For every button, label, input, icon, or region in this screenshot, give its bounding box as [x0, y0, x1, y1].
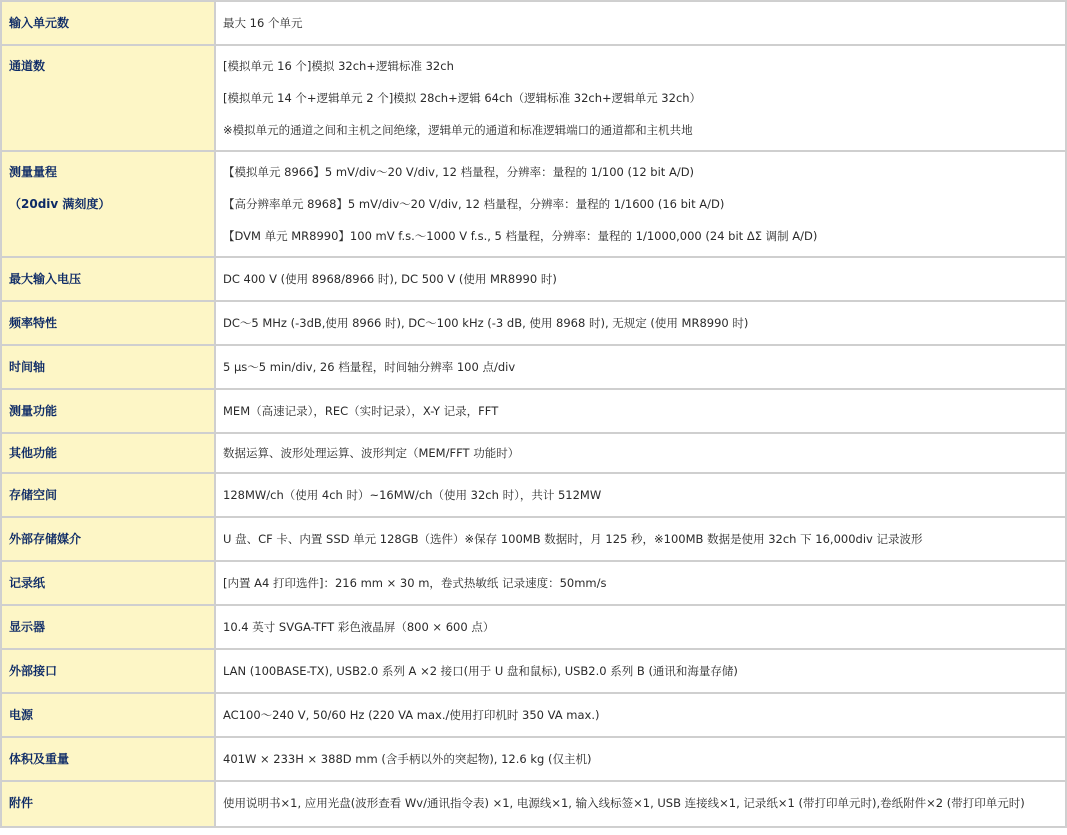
spec-row-other [1, 433, 1066, 473]
spec-value: MEM（高速记录），REC（实时记录），X-Y 记录，FFT [215, 389, 1066, 433]
spec-row-input-units [1, 1, 1066, 45]
spec-label: 外部存储媒介 [1, 517, 215, 561]
spec-row-storage [1, 517, 1066, 561]
spec-value: U 盘、CF 卡、内置 SSD 单元 128GB（选件）※保存 100MB 数据时，月 125 秒，※100MB 数据是使用 32ch 下 16,000div 记录波形 [215, 517, 1066, 561]
spec-value: DC 400 V (使用 8968/8966 时), DC 500 V (使用 MR8990 时) [215, 257, 1066, 301]
spec-value: 401W × 233H × 388D mm (含手柄以外的突起物), 12.6 kg (仅主机) [215, 737, 1066, 781]
spec-value: 数据运算、波形处理运算、波形判定（MEM/FFT 功能时） [215, 433, 1066, 473]
spec-row-power [1, 693, 1066, 737]
spec-label: 频率特性 [1, 301, 215, 345]
spec-row-timebase [1, 345, 1066, 389]
spec-label: 显示器 [1, 605, 215, 649]
spec-value: 使用说明书×1, 应用光盘(波形查看 Wv/通讯指令表) ×1, 电源线×1, 输入线标签×1, USB 连接线×1, 记录纸×1 (带打印单元时),卷纸附件×2 (带打印单元时) [215, 781, 1066, 827]
spec-label: 存储空间 [1, 473, 215, 517]
spec-value: 10.4 英寸 SVGA-TFT 彩色液晶屏（800 × 600 点） [215, 605, 1066, 649]
spec-label: 外部接口 [1, 649, 215, 693]
spec-row-channels [1, 45, 1066, 151]
spec-value: 最大 16 个单元 [215, 1, 1066, 45]
spec-row-memory [1, 473, 1066, 517]
spec-label: 其他功能 [1, 433, 215, 473]
spec-row-frequency [1, 301, 1066, 345]
spec-value: 128MW/ch（使用 4ch 时）~16MW/ch（使用 32ch 时），共计 512MW [215, 473, 1066, 517]
spec-label: 测量量程 （20div 满刻度） [1, 151, 215, 257]
spec-value: 【模拟单元 8966】5 mV/div～20 V/div, 12 档量程，分辨率：量程的 1/100 (12 bit A/D) 【高分辨率单元 8968】5 mV/div～20 V/div, 12 档量程，分辨率：量程的 1/1600 (16 bit A/D) 【DVM 单元 MR8990】100 mV f.s.～1000 V f.s., 5 档量程，分辨率：量程的 1/1000,000 (24 bit ΔΣ 调制 A/D) [215, 151, 1066, 257]
spec-label: 电源 [1, 693, 215, 737]
spec-value: LAN (100BASE-TX), USB2.0 系列 A ×2 接口(用于 U 盘和鼠标), USB2.0 系列 B (通讯和海量存储) [215, 649, 1066, 693]
spec-row-interface [1, 649, 1066, 693]
spec-label: 时间轴 [1, 345, 215, 389]
spec-row-display [1, 605, 1066, 649]
spec-row-paper [1, 561, 1066, 605]
spec-row-range [1, 151, 1066, 257]
spec-row-functions [1, 389, 1066, 433]
spec-row-dimensions [1, 737, 1066, 781]
spec-value: DC～5 MHz (-3dB,使用 8966 时), DC～100 kHz (-3 dB, 使用 8968 时), 无规定 (使用 MR8990 时) [215, 301, 1066, 345]
spec-label: 记录纸 [1, 561, 215, 605]
spec-value: 5 μs～5 min/div, 26 档量程，时间轴分辨率 100 点/div [215, 345, 1066, 389]
spec-label: 通道数 [1, 45, 215, 151]
spec-row-accessories [1, 781, 1066, 827]
spec-label: 最大输入电压 [1, 257, 215, 301]
spec-row-max-voltage [1, 257, 1066, 301]
spec-label: 附件 [1, 781, 215, 827]
spec-value: [内置 A4 打印选件]：216 mm × 30 m，卷式热敏纸 记录速度：50mm/s [215, 561, 1066, 605]
spec-label: 测量功能 [1, 389, 215, 433]
spec-value: AC100～240 V, 50/60 Hz (220 VA max./使用打印机时 350 VA max.) [215, 693, 1066, 737]
spec-value: [模拟单元 16 个]模拟 32ch+逻辑标准 32ch [模拟单元 14 个+逻辑单元 2 个]模拟 28ch+逻辑 64ch（逻辑标准 32ch+逻辑单元 32ch） ※模拟单元的通道之间和主机之间绝缘，逻辑单元的通道和标准逻辑端口的通道都和主机共地 [215, 45, 1066, 151]
spec-label: 体积及重量 [1, 737, 215, 781]
spec-label: 输入单元数 [1, 1, 215, 45]
